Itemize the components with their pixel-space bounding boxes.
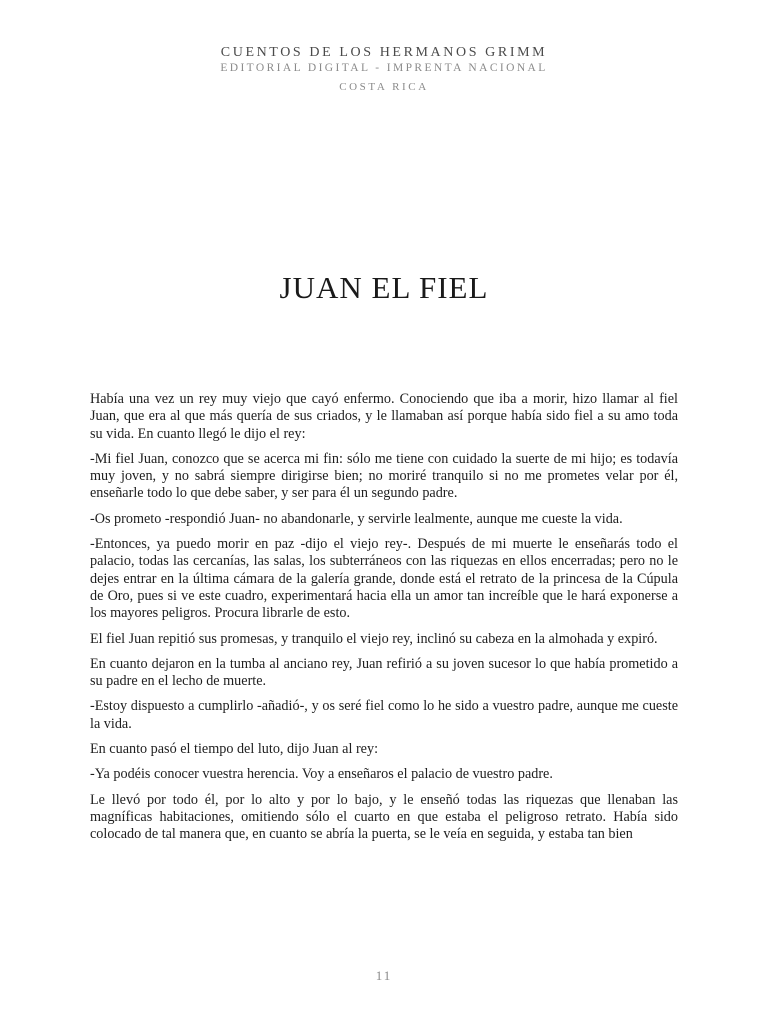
story-title: JUAN EL FIEL (279, 270, 489, 305)
paragraph-5: El fiel Juan repitió sus promesas, y tranquilo el viejo rey, inclinó su cabeza en la almohada y expiró. (90, 630, 658, 647)
paragraph-6: En cuanto dejaron en la tumba al anciano rey, Juan refirió a su joven sucesor lo que había prometido a su padre en el lecho de muerte. (90, 655, 678, 690)
publisher-country: COSTA RICA (339, 81, 429, 93)
paragraph-2: -Mi fiel Juan, conozco que se acerca mi fin: sólo me tiene con cuidado la suerte de mi hijo; es todavía muy joven, y no sabrá siempre dirigirse bien; no moriré tranquilo si no me prometes velar por él, enseñarle todo lo que debe saber, y ser para él un segundo padre. (90, 450, 678, 502)
paragraph-9: -Ya podéis conocer vuestra herencia. Voy a enseñaros el palacio de vuestro padre. (90, 766, 553, 783)
story-body (90, 391, 678, 852)
paragraph-7: -Estoy dispuesto a cumplirlo -añadió-, y os seré fiel como lo he sido a vuestro padre, aunque me cueste la vida. (90, 698, 678, 732)
paragraph-10: Le llevó por todo él, por lo alto y por lo bajo, y le enseñó todas las riquezas que llenaban las magníficas habitaciones, omitiendo sólo el cuarto en que estaba el peligroso retrato. Había sido colocado de tal manera que, en cuanto se abría la puerta, se le veía en seguida, y estaba tan bien (90, 791, 678, 843)
book-series-title: CUENTOS DE LOS HERMANOS GRIMM (220, 45, 548, 60)
paragraph-1: Había una vez un rey muy viejo que cayó enfermo. Conociendo que iba a morir, hizo llamar al fiel Juan, que era al que más quería de sus criados, y le llamaban así porque había sido fiel a su amo toda su vida. En cuanto llegó le dijo el rey: (90, 391, 678, 442)
running-header (0, 45, 768, 94)
page-number: 11 (375, 968, 393, 983)
publisher-name: EDITORIAL DIGITAL - IMPRENTA NACIONAL (220, 62, 548, 74)
paragraph-4: -Entonces, ya puedo morir en paz -dijo el viejo rey-. Después de mi muerte le enseñarás todo el palacio, todas las cercanías, las salas, los subterráneos con las riquezas en ellos encerradas; pero no le dejes entrar en la última cámara de la galería grande, donde está el retrato de la princesa de la Cúpula de Oro, pues si ve este cuadro, experimentará hacia ella un amor tan increíble que le hará exponerse a los mayores peligros. Procura librarle de esto. (90, 536, 678, 622)
paragraph-8: En cuanto pasó el tiempo del luto, dijo Juan al rey: (90, 741, 379, 758)
paragraph-3: -Os prometo -respondió Juan- no abandonarle, y servirle lealmente, aunque me cueste la vida. (90, 510, 623, 527)
